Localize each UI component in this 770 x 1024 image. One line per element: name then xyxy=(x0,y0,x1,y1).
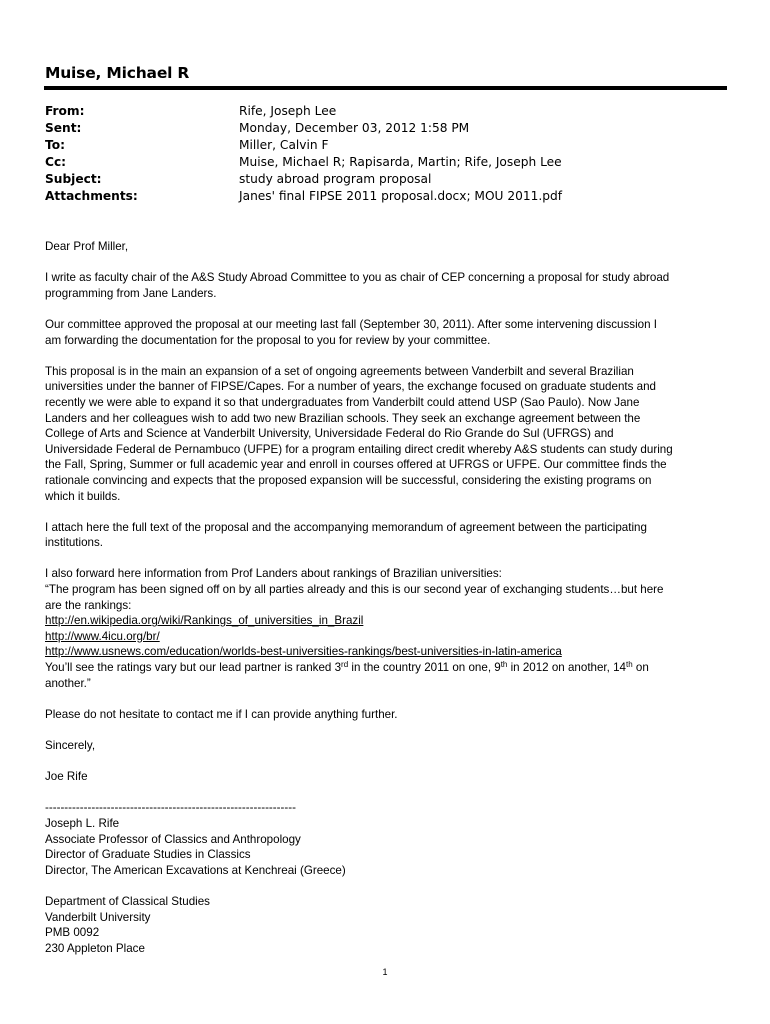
text-line: universities under the banner of FIPSE/Capes. For a number of years, the exchange focused on graduate students and xyxy=(45,380,656,394)
header-label: From: xyxy=(45,104,85,118)
signature-block xyxy=(45,800,735,878)
paragraph-3 xyxy=(45,364,735,504)
mailbox-owner-name: Muise, Michael R xyxy=(45,64,190,82)
text-fragment: in 2012 on another, 14 xyxy=(507,661,626,675)
signature-separator: ----------------------------------------------------------------- xyxy=(45,801,296,815)
wikipedia-rankings-link[interactable]: http://en.wikipedia.org/wiki/Rankings_of_universities_in_Brazil xyxy=(45,614,364,628)
text-line: rationale convincing and expects that the proposed expansion will be successful, considering the existing programs on xyxy=(45,473,652,487)
header-sent xyxy=(45,120,735,137)
text-line: Universidade Federal de Pernambuco (UFPE) for a program entailing direct credit whereby A&S students can study during xyxy=(45,442,673,456)
header-value: Monday, December 03, 2012 1:58 PM xyxy=(239,121,470,135)
text-line: I also forward here information from Prof Landers about rankings of Brazilian universities: xyxy=(45,567,502,581)
email-headers xyxy=(45,103,735,205)
text-fragment: in the country 2011 on one, 9 xyxy=(348,661,501,675)
header-from xyxy=(45,103,735,120)
header-label: Attachments: xyxy=(45,189,138,203)
superscript: th xyxy=(500,660,508,670)
header-rule xyxy=(44,86,727,90)
text-line: “The program has been signed off on by all parties already and this is our second year of exchanging students…but here xyxy=(45,583,664,597)
header-to xyxy=(45,137,735,154)
header-value: study abroad program proposal xyxy=(239,172,432,186)
header-cc xyxy=(45,154,735,171)
superscript: rd xyxy=(341,660,349,670)
link-line xyxy=(45,613,735,629)
greeting: Dear Prof Miller, xyxy=(45,240,129,253)
text-line: This proposal is in the main an expansion of a set of ongoing agreements between Vanderbilt and several Brazilian xyxy=(45,364,634,378)
signature-line: Joseph L. Rife xyxy=(45,816,120,830)
address-line: 230 Appleton Place xyxy=(45,941,145,955)
paragraph-4 xyxy=(45,520,735,551)
text-line: Our committee approved the proposal at our meeting last fall (September 30, 2011). After some intervening discussion I xyxy=(45,317,657,331)
superscript: th xyxy=(626,660,633,670)
text-line: recently we were able to expand it so that undergraduates from Vanderbilt could attend USP (Sao Paulo). Now Jane xyxy=(45,395,640,409)
text-line: Landers and her colleagues wish to add two new Brazilian schools. They seek an exchange agreement between the xyxy=(45,411,641,425)
text-line: programming from Jane Landers. xyxy=(45,286,217,300)
usnews-link[interactable]: http://www.usnews.com/education/worlds-best-universities-rankings/best-universities-in-latin-america xyxy=(45,645,562,659)
text-line: which it builds. xyxy=(45,489,121,503)
paragraph-5 xyxy=(45,566,735,691)
address-line: Vanderbilt University xyxy=(45,910,151,924)
text-line: institutions. xyxy=(45,536,103,550)
sender-short-name: Joe Rife xyxy=(45,770,88,784)
header-attachments xyxy=(45,188,735,205)
page-number: 1 xyxy=(382,967,388,977)
text-line: the Fall, Spring, Summer or full academic year and enroll in courses offered at UFRGS or UFPE. Our committee finds the xyxy=(45,458,667,472)
4icu-link[interactable]: http://www.4icu.org/br/ xyxy=(45,629,160,643)
text-line: another.” xyxy=(45,676,91,690)
ratings-line xyxy=(45,660,735,676)
paragraph-1 xyxy=(45,270,735,301)
header-label: To: xyxy=(45,138,65,152)
text-line: I attach here the full text of the proposal and the accompanying memorandum of agreement between the participating xyxy=(45,520,647,534)
paragraph-6: Please do not hesitate to contact me if I can provide anything further. xyxy=(45,707,398,721)
header-label: Sent: xyxy=(45,121,82,135)
attachments-value: Janes' final FIPSE 2011 proposal.docx; MOU 2011.pdf xyxy=(239,189,562,203)
signature-line: Director, The American Excavations at Kenchreai (Greece) xyxy=(45,863,346,877)
closing: Sincerely, xyxy=(45,739,96,752)
signature-line: Associate Professor of Classics and Anthropology xyxy=(45,832,301,846)
address-line: PMB 0092 xyxy=(45,926,100,940)
header-label: Subject: xyxy=(45,172,102,186)
signature-address xyxy=(45,894,735,956)
text-line: am forwarding the documentation for the proposal to you for review by your committee. xyxy=(45,333,491,347)
header-value: Miller, Calvin F xyxy=(239,138,329,152)
signature-line: Director of Graduate Studies in Classics xyxy=(45,848,251,862)
text-line: College of Arts and Science at Vanderbilt University, Universidade Federal do Rio Grande do Sul (UFRGS) and xyxy=(45,427,614,441)
address-line: Department of Classical Studies xyxy=(45,894,210,908)
link-line xyxy=(45,644,735,660)
paragraph-2 xyxy=(45,317,735,348)
email-body xyxy=(45,239,735,972)
text-fragment: on xyxy=(632,661,649,675)
link-line xyxy=(45,629,735,645)
header-value: Rife, Joseph Lee xyxy=(239,104,337,118)
text-line: are the rankings: xyxy=(45,598,132,612)
header-subject xyxy=(45,171,735,188)
header-label: Cc: xyxy=(45,155,67,169)
header-value: Muise, Michael R; Rapisarda, Martin; Rife, Joseph Lee xyxy=(239,155,562,169)
text-fragment: You’ll see the ratings vary but our lead partner is ranked 3 xyxy=(45,661,342,675)
text-line: I write as faculty chair of the A&S Study Abroad Committee to you as chair of CEP concerning a proposal for study abroad xyxy=(45,271,670,285)
